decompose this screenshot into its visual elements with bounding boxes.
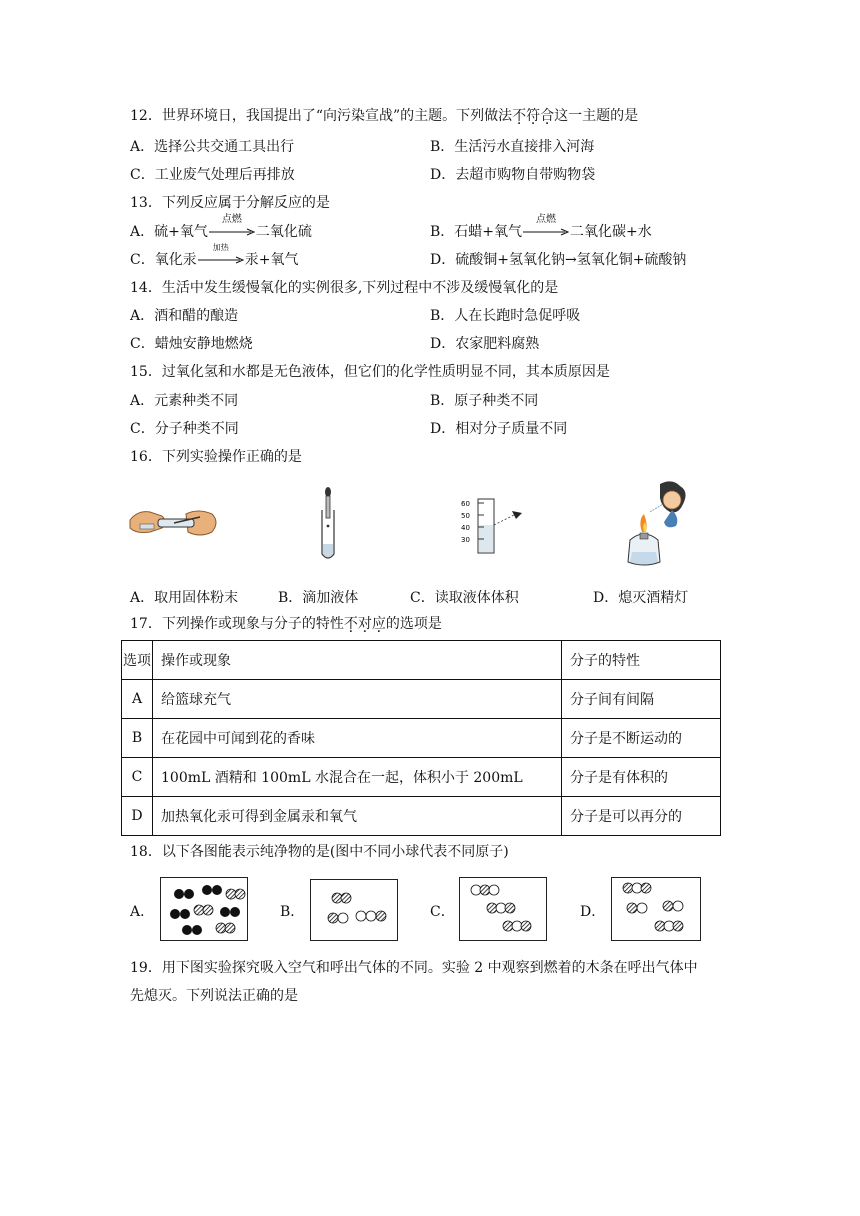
q12-stem: 12．世界环境日，我国提出了“向污染宣战”的主题。下列做法不符合这一主题的是 (130, 108, 639, 124)
alcohol-lamp-icon (620, 478, 696, 568)
q12-option-b: B．生活污水直接排入河海 (430, 139, 595, 155)
q18-label-d: D． (580, 904, 606, 920)
q19-stem-line2: 先熄灭。下列说法正确的是 (130, 988, 298, 1004)
graduated-cylinder-icon (460, 497, 530, 555)
q14-option-c: C．蜡烛安静地燃烧 (130, 336, 253, 352)
q18-label-a: A． (130, 904, 155, 920)
q18-stem: 18．以下各图能表示纯净物的是(图中不同小球代表不同原子) (130, 844, 509, 860)
emphasis-char: 对 (357, 616, 372, 632)
table-cell: 给篮球充气 (153, 680, 562, 719)
q13-option-c: C．氧化汞 加热 汞+氧气 (130, 243, 299, 268)
q14-option-a: A．酒和醋的酿造 (130, 308, 239, 324)
q16-option-a: A．取用固体粉末 (130, 590, 239, 606)
q15-stem: 15．过氧化氢和水都是无色液体，但它们的化学性质明显不同，其本质原因是 (130, 364, 610, 380)
molecule-box-a (160, 877, 248, 941)
table-cell: 加热氧化汞可得到金属汞和氧气 (153, 797, 562, 836)
q16-option-b: B．滴加液体 (278, 590, 359, 606)
emphasis-char: 符 (526, 108, 541, 124)
q18-label-c: C． (430, 904, 455, 920)
q16-option-c: C．读取液体体积 (410, 590, 519, 606)
q15-option-a: A．元素种类不同 (130, 393, 239, 409)
dropper-icon (315, 486, 341, 562)
table-header-row (122, 641, 721, 680)
svg-text:30: 30 (461, 536, 470, 544)
table-cell: 分子是可以再分的 (562, 797, 721, 836)
emphasis-char: 合 (540, 108, 555, 124)
reaction-arrow-icon: 点燃 (523, 224, 569, 238)
table-cell: D (122, 797, 153, 836)
q13-option-b: B．石蜡+氧气 点燃 二氧化碳+水 (430, 214, 652, 240)
svg-text:60: 60 (461, 500, 470, 508)
q14-option-b: B．人在长跑时急促呼吸 (430, 308, 581, 324)
table-cell: 分子是有体积的 (562, 758, 721, 797)
molecule-box-c (459, 877, 547, 941)
q16-option-d: D．熄灭酒精灯 (593, 590, 689, 606)
q15-option-b: B．原子种类不同 (430, 393, 539, 409)
emphasis-char: 不 (343, 616, 358, 632)
q16-stem: 16．下列实验操作正确的是 (130, 449, 302, 465)
q12-option-c: C．工业废气处理后再排放 (130, 167, 295, 183)
molecule-box-d (611, 877, 701, 941)
q13-option-d: D．硫酸铜+氢氧化钠→氢氧化铜+硫酸钠 (430, 252, 687, 268)
test-tube-powder-icon (128, 500, 220, 546)
q17-table (121, 640, 721, 836)
reaction-arrow-icon: 点燃 (209, 224, 255, 238)
q12-option-a: A．选择公共交通工具出行 (130, 139, 295, 155)
table-cell: B (122, 719, 153, 758)
table-cell: 100mL 酒精和 100mL 水混合在一起，体积小于 200mL (153, 758, 562, 797)
emphasis-char: 不 (512, 108, 527, 124)
q18-label-b: B． (280, 904, 305, 920)
table-cell: A (122, 680, 153, 719)
q17-stem: 17．下列操作或现象与分子的特性不对应的选项是 (130, 616, 442, 632)
emphasis-char: 应 (371, 616, 386, 632)
table-cell: 分子间有间隔 (562, 680, 721, 719)
q15-option-d: D．相对分子质量不同 (430, 421, 568, 437)
table-cell: 在花园中可闻到花的香味 (153, 719, 562, 758)
table-cell: C (122, 758, 153, 797)
q15-option-c: C．分子种类不同 (130, 421, 239, 437)
molecule-box-b (310, 879, 398, 941)
table-cell: 分子是不断运动的 (562, 719, 721, 758)
arrow-icon: → (564, 252, 577, 268)
table-header-cell: 分子的特性 (562, 641, 721, 680)
table-row (122, 719, 721, 758)
table-header-cell: 操作或现象 (153, 641, 562, 680)
q14-stem: 14．生活中发生缓慢氧化的实例很多,下列过程中不涉及缓慢氧化的是 (130, 280, 559, 296)
svg-text:40: 40 (461, 524, 470, 532)
q14-option-d: D．农家肥料腐熟 (430, 336, 540, 352)
table-row (122, 758, 721, 797)
table-header-cell: 选项 (122, 641, 153, 680)
table-row (122, 797, 721, 836)
svg-text:50: 50 (461, 512, 470, 520)
q13-stem: 13．下列反应属于分解反应的是 (130, 195, 330, 211)
table-row (122, 680, 721, 719)
q13-option-a: A．硫+氧气 点燃 二氧化硫 (130, 214, 312, 240)
q12-option-d: D．去超市购物自带购物袋 (430, 167, 596, 183)
q19-stem-line1: 19．用下图实验探究吸入空气和呼出气体的不同。实验 2 中观察到燃着的木条在呼出气体中 (130, 960, 698, 976)
reaction-arrow-icon: 加热 (198, 252, 244, 266)
